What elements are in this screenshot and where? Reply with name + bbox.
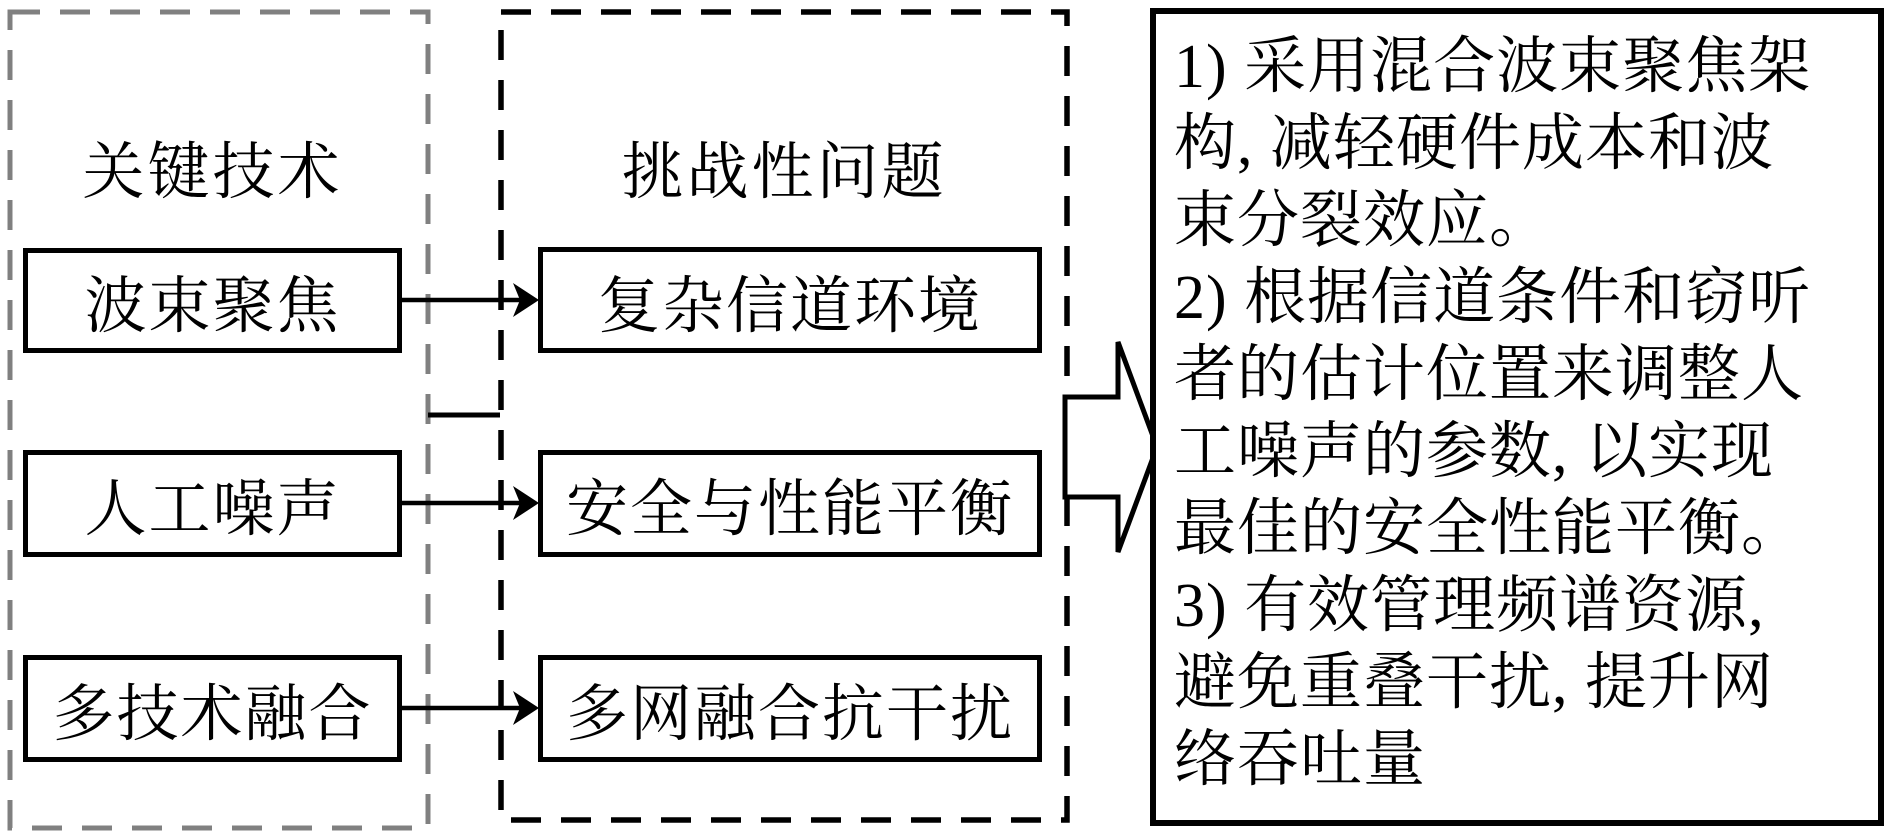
solution-line: 构, 减轻硬件成本和波 (1174, 110, 1775, 178)
solution-line: 束分裂效应。 (1174, 187, 1553, 255)
middle-panel-title: 挑战性问题 (621, 139, 947, 207)
middle-box-multinet-antijam: 多网融合抗干扰 (538, 655, 1042, 762)
solution-line: 络吞吐量 (1174, 726, 1427, 794)
solution-line: 者的估计位置来调整人 (1174, 341, 1805, 409)
arrow-fusion-to-antijam (402, 691, 539, 725)
solution-line: 3) 有效管理频谱资源, (1174, 572, 1765, 640)
arrow-noise-to-balance (402, 486, 539, 520)
left-box-multi-tech-fusion: 多技术融合 (23, 655, 402, 762)
solution-line: 避免重叠干扰, 提升网 (1174, 649, 1775, 717)
middle-box-complex-channel: 复杂信道环境 (538, 247, 1042, 353)
left-box-artificial-noise: 人工噪声 (23, 450, 402, 557)
solution-line: 1) 采用混合波束聚焦架 (1174, 33, 1812, 101)
right-solution-panel (1150, 8, 1884, 826)
arrow-beam-to-channel (402, 283, 539, 317)
block-arrow-right-icon (1065, 342, 1157, 552)
solution-line: 2) 根据信道条件和窃听 (1174, 264, 1812, 332)
left-panel-title: 关键技术 (82, 139, 343, 207)
left-box-beam-focusing: 波束聚焦 (23, 248, 402, 353)
solution-line: 最佳的安全性能平衡。 (1174, 495, 1805, 563)
solution-line: 工噪声的参数, 以实现 (1174, 418, 1775, 486)
middle-box-security-performance-balance: 安全与性能平衡 (538, 450, 1042, 557)
